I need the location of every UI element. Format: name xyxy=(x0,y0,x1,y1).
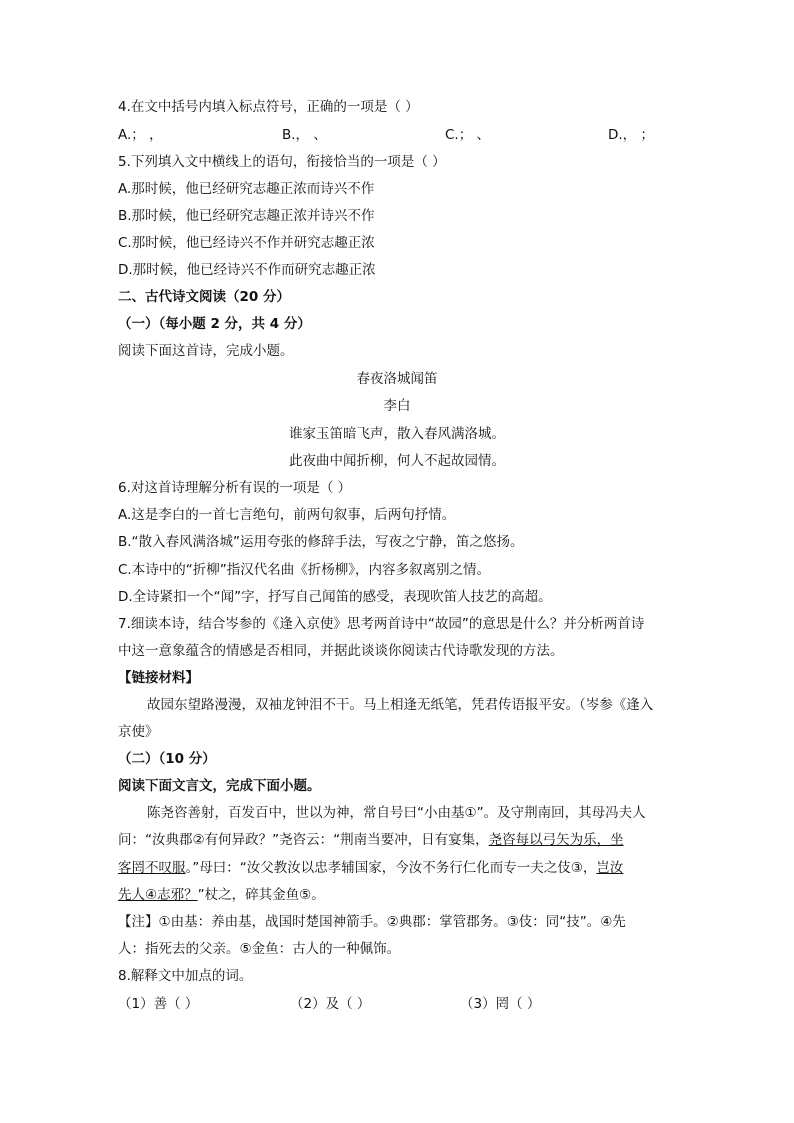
q7-line-1: 7.细读本诗，结合岑参的《逢入京使》思考两首诗中“故园”的意思是什么？并分析两首诗 xyxy=(118,616,645,632)
q5-option-d: D.那时候，他已经诗兴不作而研究志趣正浓 xyxy=(118,262,376,278)
q8-stem: 8.解释文中加点的词。 xyxy=(118,968,253,984)
q8-item-1: （1）善（ ） xyxy=(118,996,199,1012)
link-material-line-2: 京使》 xyxy=(118,724,159,740)
link-material-heading: 【链接材料】 xyxy=(118,670,199,686)
passage-line-2-text: 问：“汝典郡②有何异政？”尧咨云：“荆南当要冲，日有宴集， xyxy=(118,832,489,848)
q4-option-b: B.， 、 xyxy=(282,127,327,143)
poem-title: 春夜洛城闻笛 xyxy=(356,371,438,387)
poem-line-2: 此夜曲中闻折柳，何人不起故园情。 xyxy=(289,453,505,469)
q4-option-c: C.； 、 xyxy=(445,127,491,143)
part2-heading: （二）（10 分） xyxy=(118,751,216,767)
q8-item-3: （3）罔（ ） xyxy=(460,996,541,1012)
q5-stem: 5.下列填入文中横线上的语句，衔接恰当的一项是（ ） xyxy=(118,154,446,170)
q4-option-a: A.； ， xyxy=(118,127,163,143)
poem-instruction: 阅读下面这首诗，完成小题。 xyxy=(118,343,294,359)
q6-option-a: A.这是李白的一首七言绝句，前两句叙事，后两句抒情。 xyxy=(118,507,456,523)
q4-option-d: D.， ； xyxy=(608,127,654,143)
q6-option-d: D.全诗紧扣一个“闻”字，抒写自己闻笛的感受，表现吹笛人技艺的高超。 xyxy=(118,589,552,605)
notes-line-1: 【注】①由基：养由基，战国时楚国神箭手。②典郡：掌管郡务。③伎：同“技”。④先 xyxy=(118,914,626,930)
q6-stem: 6.对这首诗理解分析有误的一项是（ ） xyxy=(118,480,352,496)
part1-heading: （一）（每小题 2 分，共 4 分） xyxy=(118,316,311,332)
section2-heading: 二、古代诗文阅读（20 分） xyxy=(118,289,290,305)
notes-line-2: 人：指死去的父亲。⑤金鱼：古人的一种佩饰。 xyxy=(118,941,401,957)
q5-option-c: C.那时候，他已经诗兴不作并研究志趣正浓 xyxy=(118,235,375,251)
passage-line-3-text: 。”母曰：“汝父教汝以忠孝辅国家，今汝不务行仁化而专一夫之伎③， xyxy=(185,860,597,876)
q8-item-2: （2）及（ ） xyxy=(290,996,371,1012)
q6-option-b: B.“散入春风满洛城”运用夸张的修辞手法，写夜之宁静，笛之悠扬。 xyxy=(118,534,524,550)
passage-line-1: 陈尧咨善射，百发百中，世以为神，常自号曰“小由基①”。及守荆南回，其母冯夫人 xyxy=(147,805,646,821)
poem-line-1: 谁家玉笛暗飞声，散入春风满洛城。 xyxy=(289,426,505,442)
passage-underline-2a: 岂汝 xyxy=(596,860,624,876)
passage-underline-1b: 客罔不叹服 xyxy=(118,860,186,876)
passage-line-3 xyxy=(118,858,623,878)
passage-line-2 xyxy=(118,830,624,850)
q5-option-b: B.那时候，他已经研究志趣正浓并诗兴不作 xyxy=(118,208,375,224)
passage-line-4-text: ”杖之，碎其金鱼⑤。 xyxy=(197,887,325,903)
poem-author: 李白 xyxy=(383,398,411,414)
q7-line-2: 中这一意象蕴含的情感是否相同，并据此谈谈你阅读古代诗歌发现的方法。 xyxy=(118,643,564,659)
passage-line-4 xyxy=(118,885,325,905)
part2-instruction: 阅读下面文言文，完成下面小题。 xyxy=(118,778,321,794)
q4-stem: 4.在文中括号内填入标点符号，正确的一项是（ ） xyxy=(118,99,419,115)
q5-option-a: A.那时候，他已经研究志趣正浓而诗兴不作 xyxy=(118,181,375,197)
passage-underline-1a: 尧咨每以弓矢为乐，坐 xyxy=(488,832,624,848)
q6-option-c: C.本诗中的“折柳”指汉代名曲《折杨柳》，内容多叙离别之情。 xyxy=(118,562,490,578)
passage-underline-2b: 先人④志邪？ xyxy=(118,887,198,903)
link-material-line-1: 故园东望路漫漫，双袖龙钟泪不干。马上相逢无纸笔，凭君传语报平安。（岑参《逢入 xyxy=(147,697,654,713)
